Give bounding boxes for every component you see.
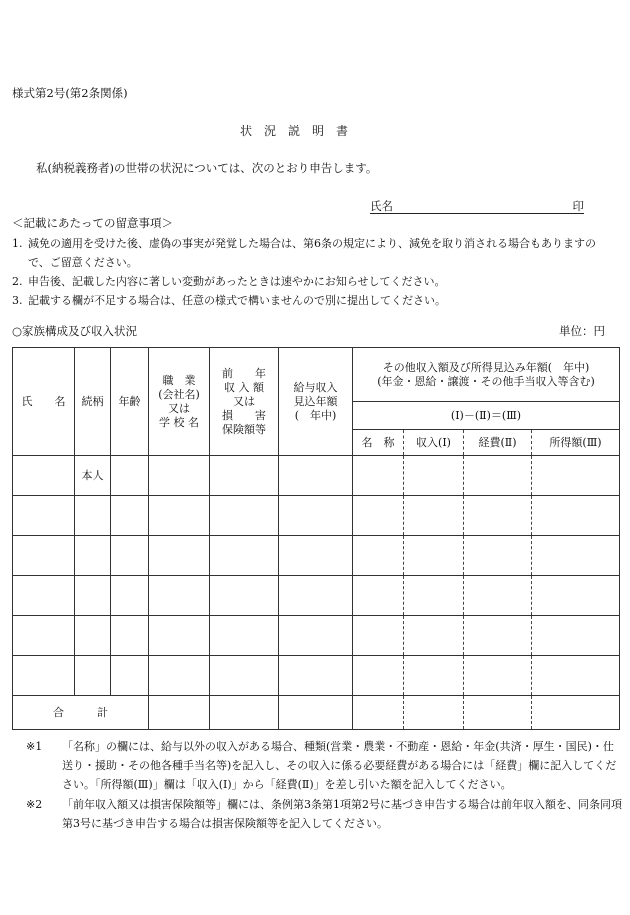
name-label: 氏名 bbox=[370, 199, 393, 213]
note-item: 3. 記載する欄が不足する場合は、任意の様式で構いませんので別に提出してください。 bbox=[12, 294, 446, 307]
header-result: 所得額(Ⅲ) bbox=[532, 430, 620, 456]
form-number: 様式第2号(第2条関係) bbox=[12, 86, 128, 100]
relation-self[interactable]: 本人 bbox=[75, 456, 111, 496]
total-label: 合 計 bbox=[13, 696, 149, 730]
signature-line[interactable] bbox=[370, 198, 584, 214]
footnote: ※1 「名称」の欄には、給与以外の収入がある場合、種類(営業・農業・不動産・恩給・年金(共済・厚生・国民)・仕送り・援助・その他各種手当名等)を記入し、その収入に係る必要経費がある場合には「経費」欄に記入してください。「所得額(Ⅲ)」欄は「収入(Ⅰ)」から「経費(Ⅱ)」を差し引いた額を記入してください。 bbox=[26, 740, 617, 791]
intro-statement: 私(納税義務者)の世帯の状況については、次のとおり申告します。 bbox=[36, 161, 378, 175]
section-heading: ○家族構成及び収入状況 bbox=[12, 324, 138, 338]
header-formula: (Ⅰ)－(Ⅱ)＝(Ⅲ) bbox=[353, 402, 620, 430]
unit-label: 単位：円 bbox=[559, 324, 605, 338]
table-row bbox=[13, 576, 620, 616]
header-age: 年齢 bbox=[111, 348, 149, 456]
table-row bbox=[13, 496, 620, 536]
header-expense: 経費(Ⅱ) bbox=[464, 430, 532, 456]
header-item-name: 名 称 bbox=[353, 430, 404, 456]
seal-label: 印 bbox=[572, 199, 584, 213]
table-row bbox=[13, 536, 620, 576]
footnote: ※2 「前年収入額又は損害保険額等」欄には、条例第3条第1項第2号に基づき申告する場合は前年収入額を、同条同項第3号に基づき申告する場合は損害保険額等を記入してください。 bbox=[26, 798, 622, 830]
header-name: 氏 名 bbox=[13, 348, 75, 456]
document-title: 状況説明書 bbox=[240, 124, 361, 138]
note-item: 2. 申告後、記載した内容に著しい変動があったときは速やかにお知らせしてください。 bbox=[12, 275, 446, 288]
header-relation: 続柄 bbox=[75, 348, 111, 456]
header-other-income: その他収入額及び所得見込み年額( 年中) (年金・恩給・譲渡・その他手当収入等含む) bbox=[353, 348, 620, 402]
note-item: 1. 減免の適用を受けた後、虚偽の事実が発覚した場合は、第6条の規定により、減免を取り消される場合もありますので、ご留意ください。 bbox=[12, 237, 596, 269]
total-row bbox=[13, 696, 620, 730]
family-income-table bbox=[12, 347, 620, 730]
header-occupation: 職 業 (会社名) 又は 学 校 名 bbox=[149, 348, 210, 456]
header-prev-income: 前 年 収 入 額 又は 損 害 保険額等 bbox=[210, 348, 279, 456]
header-salary: 給与収入 見込年額 ( 年中) bbox=[279, 348, 353, 456]
table-row bbox=[13, 456, 620, 496]
notes-heading: ＜記載にあたっての留意事項＞ bbox=[12, 216, 173, 230]
header-income: 収入(Ⅰ) bbox=[404, 430, 464, 456]
table-row bbox=[13, 616, 620, 656]
table-row bbox=[13, 656, 620, 696]
